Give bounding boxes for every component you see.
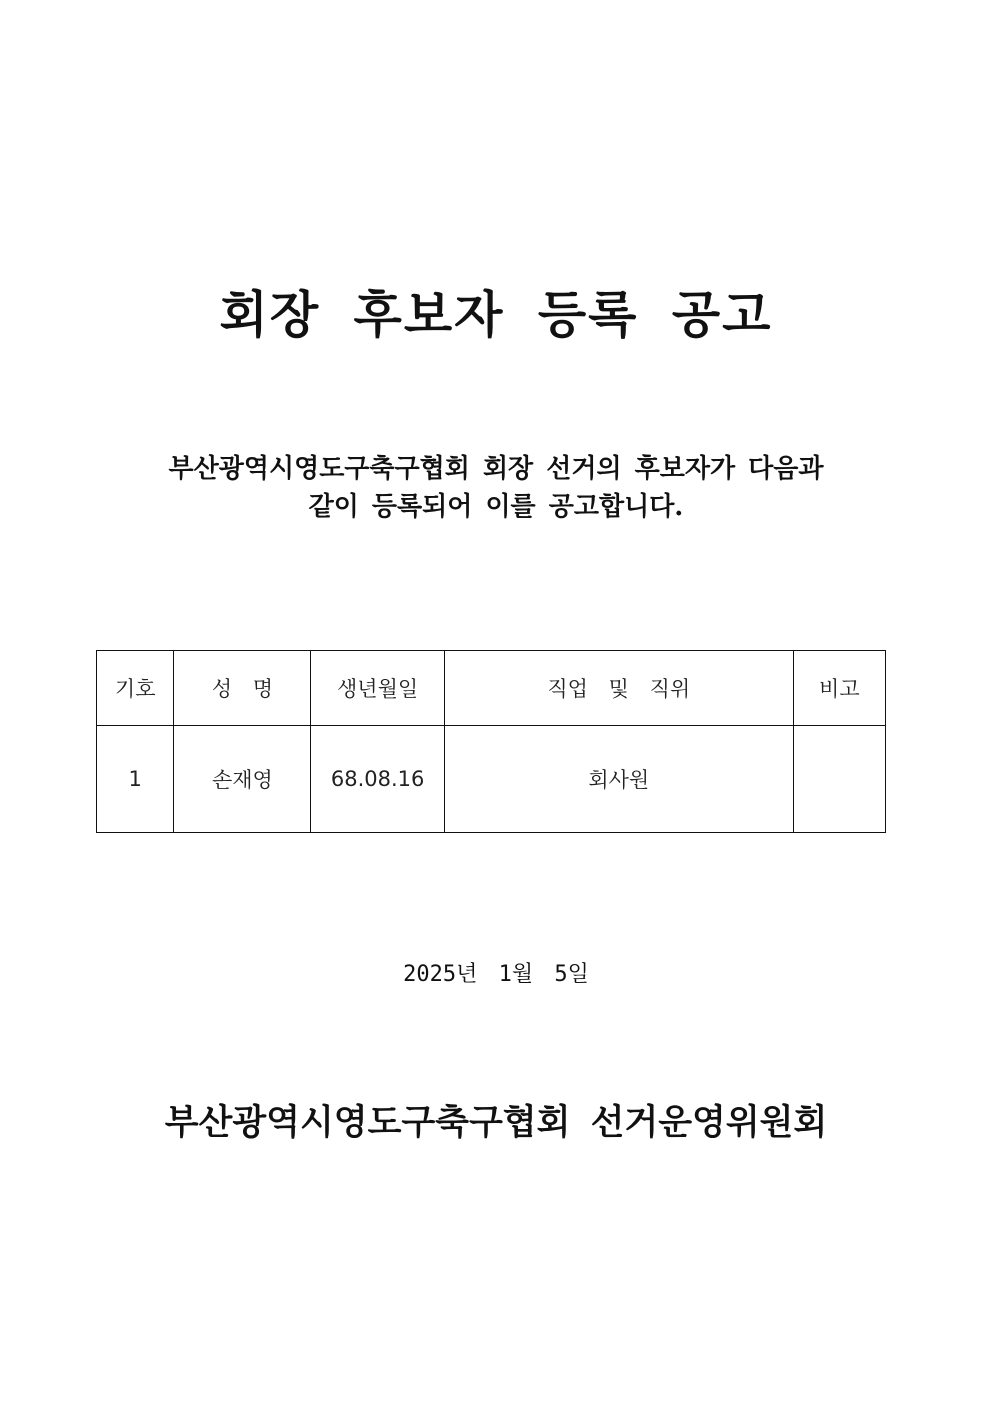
cell-name: 손재영 <box>174 726 311 833</box>
header-occupation: 직업 및 직위 <box>444 651 793 726</box>
cell-occupation: 회사원 <box>444 726 793 833</box>
candidate-table <box>96 650 886 833</box>
cell-birth-date: 68.08.16 <box>311 726 445 833</box>
announcement-line-2: 같이 등록되어 이를 공고합니다. <box>308 492 684 522</box>
header-birth-date: 생년월일 <box>311 651 445 726</box>
table-header-row <box>97 651 886 726</box>
header-name: 성 명 <box>174 651 311 726</box>
header-number: 기호 <box>97 651 174 726</box>
cell-number: 1 <box>97 726 174 833</box>
table-row <box>97 726 886 833</box>
committee-signature: 부산광역시영도구축구협회 선거운영위원회 <box>164 1102 828 1143</box>
notice-title: 회장 후보자 등록 공고 <box>219 285 773 344</box>
announcement-text <box>0 450 992 526</box>
announcement-line-1: 부산광역시영도구축구협회 회장 선거의 후보자가 다음과 <box>168 454 824 484</box>
header-remarks: 비고 <box>793 651 885 726</box>
notice-date: 2025년 1월 5일 <box>403 962 589 987</box>
cell-remarks <box>793 726 885 833</box>
